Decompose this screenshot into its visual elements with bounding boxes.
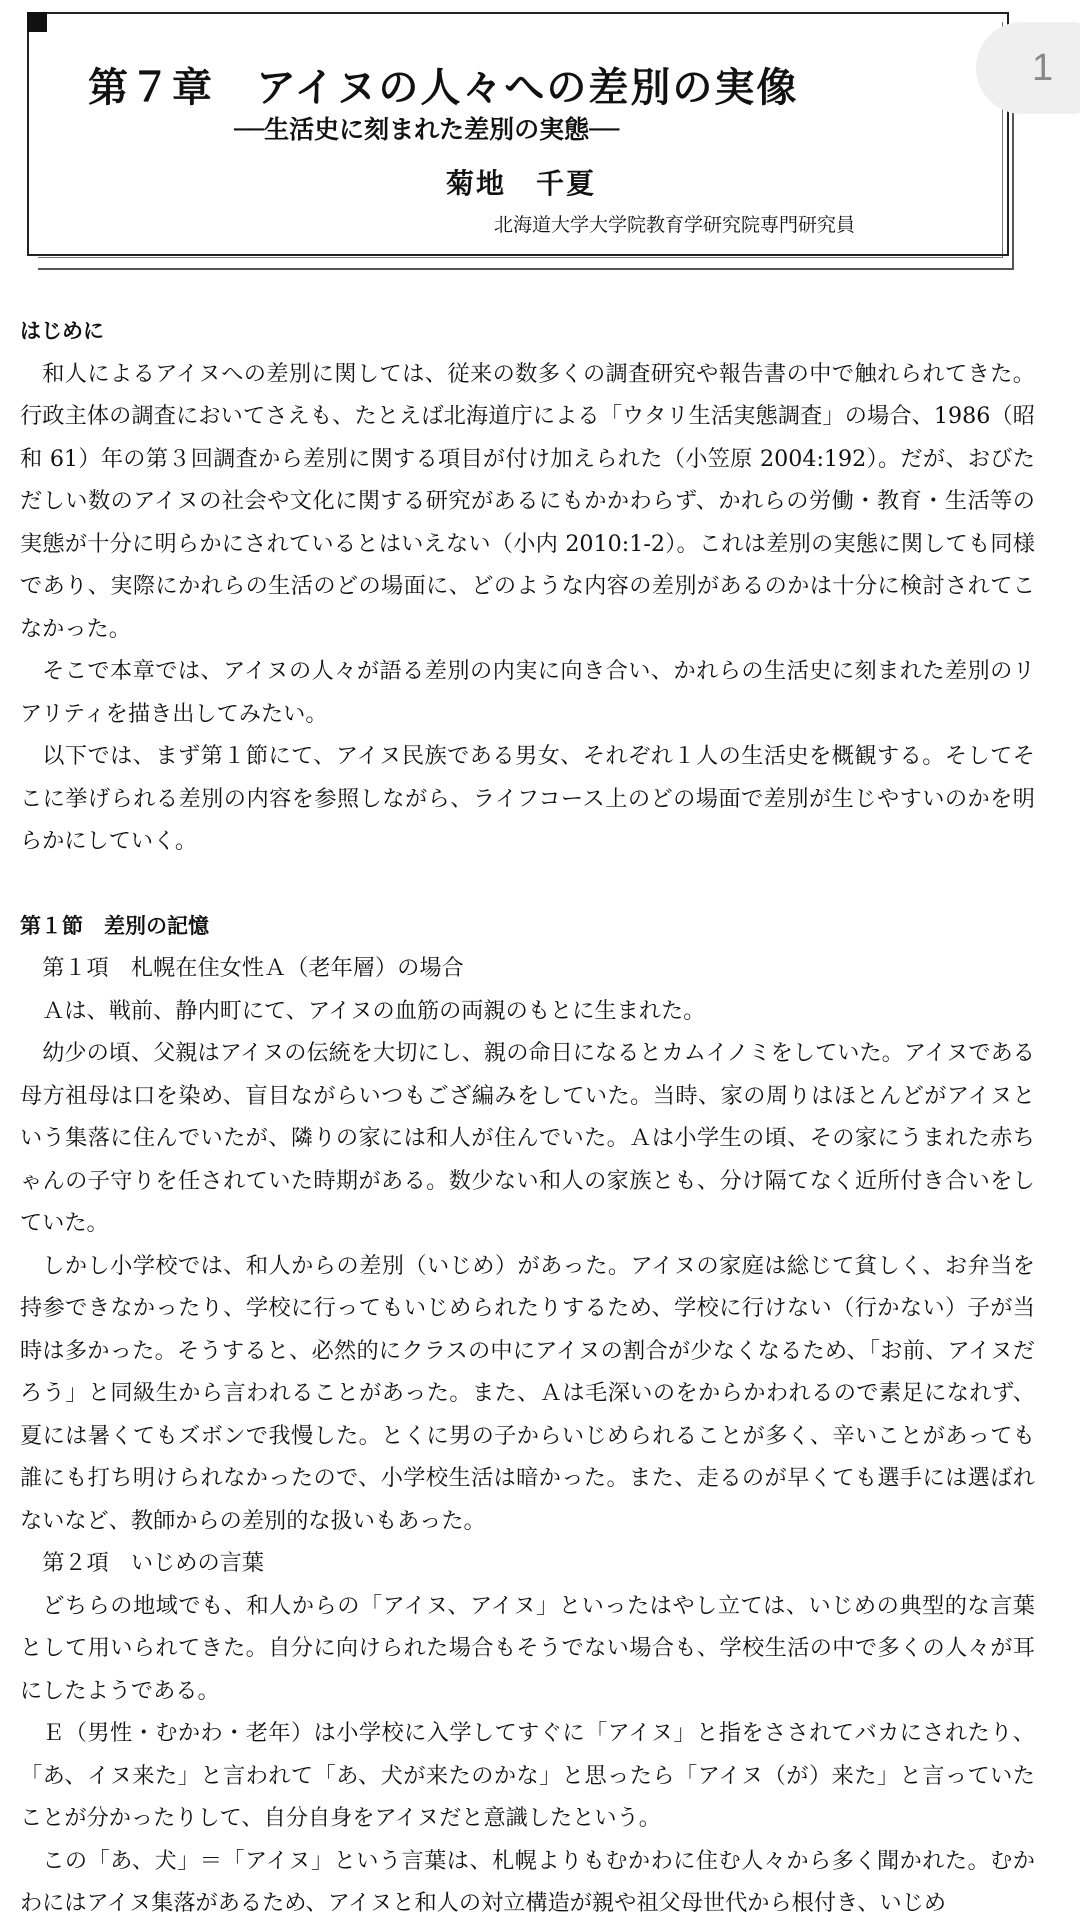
intro-paragraph-2: そこで本章では、アイヌの人々が語る差別の内実に向き合い、かれらの生活史に刻まれた差別のリアリティを描き出してみたい。 <box>20 658 1035 727</box>
author-affiliation: 北海道大学大学院教育学研究院専門研究員 <box>494 214 856 236</box>
item1-paragraph-3: しかし小学校では、和人からの差別（いじめ）があった。アイヌの家庭は総じて貧しく、お弁当を持参できなかったり、学校に行ってもいじめられたりするため、学校に行けない（行かない）子が当時は多かった。そうすると、必然的にクラスの中にアイヌの割合が少なくなるため、「お前、アイヌだろう」と同級生から言われることがあった。また、Ａは毛深いのをからかわれるので素足になれず、夏には暑くてもズボンで我慢した。とくに男の子からいじめられることが多く、辛いことがあっても誰にも打ち明けられなかったので、小学校生活は暗かった。また、走るのが早くても選手には選ばれないなど、教師からの差別的な扱いもあった。 <box>20 1252 1035 1534</box>
item2-paragraph-1: どちらの地域でも、和人からの「アイヌ、アイヌ」といったはやし立ては、いじめの典型的な言葉として用いられてきた。自分に向けられた場合もそうでない場合も、学校生活の中で多くの人々が耳にしたようである。 <box>20 1592 1035 1704</box>
corner-square-icon <box>27 12 47 32</box>
chapter-subtitle: ──生活史に刻まれた差別の実態── <box>234 115 620 144</box>
author-name: 菊地 千夏 <box>446 167 597 200</box>
page-number: 1 <box>1032 47 1054 89</box>
item1-paragraph-1: Ａは、戦前、静内町にて、アイヌの血筋の両親のもとに生まれた。 <box>42 997 706 1024</box>
section1-heading: 第１節 差別の記憶 <box>20 913 209 938</box>
intro-paragraph-1: 和人によるアイヌへの差別に関しては、従来の数多くの調査研究や報告書の中で触れられてきた。行政主体の調査においてさえも、たとえば北海道庁による「ウタリ生活実態調査」の場合、1986（昭和 61）年の第３回調査から差別に関する項目が付け加えられた（小笠原 2004:192）。だが、おびただしい数のアイヌの社会や文化に関する研究があるにもかかわらず、かれらの労働・教育・生活等の実態が十分に明らかにされているとはいえない（小内 2010:1-2）。これは差別の実態に関しても同様であり、実際にかれらの生活のどの場面に、どのような内容の差別があるのかは十分に検討されてこなかった。 <box>20 360 1035 642</box>
body-text <box>20 310 1035 1920</box>
item1-heading: 第１項 札幌在住女性Ａ（老年層）の場合 <box>42 955 464 981</box>
intro-paragraph-3: 以下では、まず第１節にて、アイヌ民族である男女、それぞれ１人の生活史を概観する。そしてそこに挙げられる差別の内容を参照しながら、ライフコース上のどの場面で差別が生じやすいのかを明らかにしていく。 <box>20 743 1035 854</box>
section-gap <box>20 863 1035 905</box>
item1-paragraph-2: 幼少の頃、父親はアイヌの伝統を大切にし、親の命日になるとカムイノミをしていた。アイヌである母方祖母は口を染め、盲目ながらいつもござ編みをしていた。当時、家の周りはほとんどがアイヌという集落に住んでいたが、隣りの家には和人が住んでいた。Ａは小学生の頃、その家にうまれた赤ちゃんの子守りを任されていた時期がある。数少ない和人の家族とも、分け隔てなく近所付き合いをしていた。 <box>20 1040 1035 1236</box>
item2-heading: 第２項 いじめの言葉 <box>42 1550 265 1576</box>
intro-heading: はじめに <box>20 319 104 343</box>
chapter-title: 第７章 アイヌの人々への差別の実像 <box>88 64 799 111</box>
item2-paragraph-3: この「あ、犬」＝「アイヌ」という言葉は、札幌よりもむかわに住む人々から多く聞かれた。むかわにはアイヌ集落があるため、アイヌと和人の対立構造が親や祖父母世代から根付き、いじめ <box>20 1847 1035 1916</box>
item2-paragraph-2: Ｅ（男性・むかわ・老年）は小学校に入学してすぐに「アイヌ」と指をさされてバカにされたり、「あ、イヌ来た」と言われて「あ、犬が来たのかな」と思ったら「アイヌ（が）来た」と言っていたことが分かったりして、自分自身をアイヌだと意識したという。 <box>20 1720 1035 1831</box>
page-number-badge[interactable] <box>976 22 1080 114</box>
